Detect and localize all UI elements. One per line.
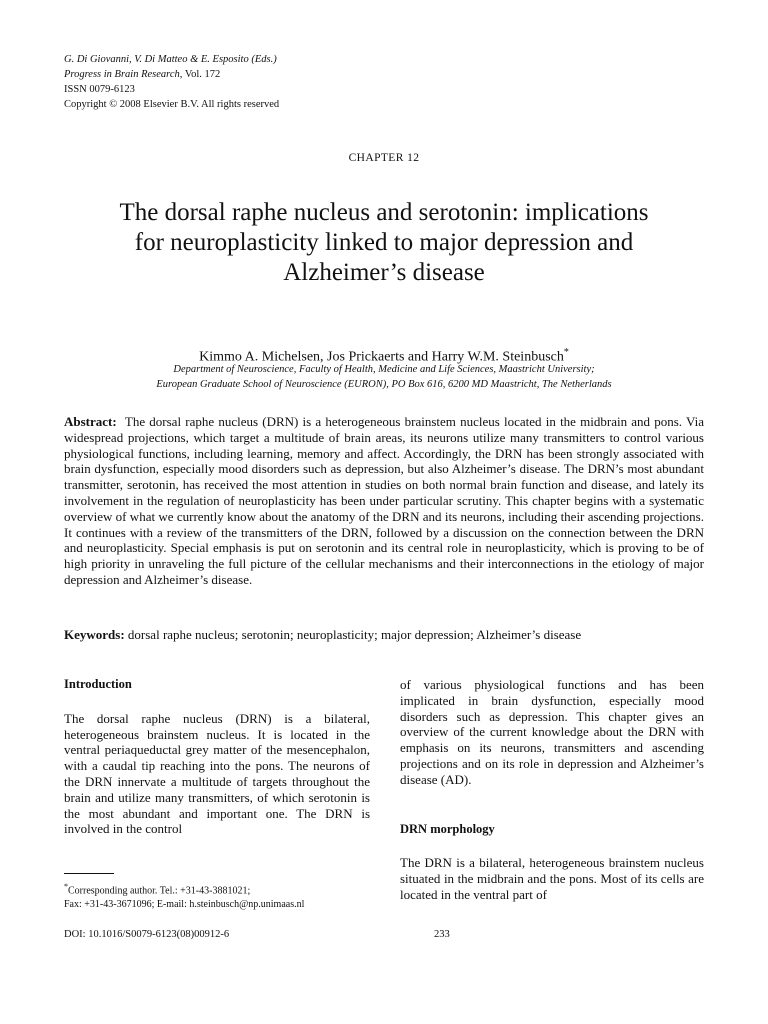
abstract-label: Abstract: (64, 414, 117, 429)
footnote (64, 880, 374, 911)
footnote-divider (64, 873, 114, 874)
footnote-mark: * (64, 882, 68, 891)
affiliation (40, 362, 728, 392)
page-footer (64, 929, 704, 940)
drn-morphology-heading: DRN morphology (400, 821, 495, 836)
title-line: for neuroplasticity linked to major depression and (134, 229, 634, 256)
affiliation-line: European Graduate School of Neuroscience (EURON), PO Box 616, 6200 MD Maastricht, The Netherlands (156, 379, 612, 390)
author-names: Kimmo A. Michelsen, Jos Prickaerts and Harry W.M. Steinbusch (199, 349, 564, 365)
editors-line: G. Di Giovanni, V. Di Matteo & E. Esposito (Eds.) (64, 54, 277, 65)
page-number: 233 (434, 929, 450, 940)
paper-title (40, 198, 728, 288)
abstract-text: The dorsal raphe nucleus (DRN) is a heterogeneous brainstem nucleus located in the midbrain and pons. Via widespread projections, which target a multitude of brain areas, its neurons utilize many transmitters to control various physiological functions, including learning, memory and affect. Accordingly, the DRN has been strongly associated with brain dysfunction, especially mood disorders such as depression, but also Alzheimer’s disease. The DRN’s most abundant transmitter, serotonin, has received the most attention in studies on both normal brain function and disease, and lately its involvement in the regulation of neuroplasticity has been under particular scrutiny. This chapter begins with a systematic overview of what we currently know about the anatomy of the DRN and its neurons, including their ascending projections. It continues with a review of the transmitters of the DRN, followed by a discussion on the connection between the DRN and neuroplasticity. Special emphasis is put on serotonin and its central role in neuroplasticity, which is proving to be of high priority in unraveling the full picture of the cellular mechanisms and their interconnections in the etiology of major depression and Alzheimer’s disease. (64, 414, 705, 587)
publication-header (64, 52, 279, 112)
corresponding-author-mark: * (563, 347, 569, 358)
intro-heading: Introduction (64, 677, 132, 691)
left-column (64, 677, 370, 837)
copyright-line: Copyright © 2008 Elsevier B.V. All rights reserved (64, 99, 280, 110)
keywords-label: Keywords: (64, 627, 125, 642)
right-column (400, 677, 704, 903)
keywords-text: dorsal raphe nucleus; serotonin; neuroplasticity; major depression; Alzheimer’s disease (127, 627, 582, 642)
intro-paragraph: The dorsal raphe nucleus (DRN) is a bilateral, heterogeneous brainstem nucleus. It is located in the ventral periaqueductal grey matter of the mesencephalon, with a caudal tip reaching into the pons. The neurons of the DRN innervate a multitude of targets throughout the brain and utilize many transmitters, of which serotonin is the most abundant and important one. The DRN is involved in the control (64, 710, 370, 837)
keywords (64, 627, 704, 643)
volume-number: , Vol. 172 (179, 69, 221, 80)
footnote-line (64, 880, 374, 898)
issn-line: ISSN 0079-6123 (64, 84, 135, 95)
title-line: Alzheimer’s disease (283, 259, 485, 286)
drn-morphology-paragraph: The DRN is a bilateral, heterogeneous brainstem nucleus situated in the midbrain and the pons. Most of its cells are located in the ventral part of (400, 855, 704, 902)
title-line: The dorsal raphe nucleus and serotonin: implications (119, 199, 649, 226)
affiliation-line: Department of Neuroscience, Faculty of Health, Medicine and Life Sciences, Maastricht University; (173, 364, 595, 375)
chapter-label: CHAPTER 12 (348, 152, 420, 164)
footnote-line: Fax: +31-43-3671096; E-mail: h.steinbusch@np.unimaas.nl (64, 898, 305, 910)
series-name: Progress in Brain Research (64, 69, 180, 80)
intro-continuation-paragraph: of various physiological functions and has been implicated in brain dysfunction, especially mood disorders such as depression. This chapter gives an overview of the current knowledge about the DRN with emphasis on its neurons, transmitters and ascending projections and on its role in depression and Alzheimer’s disease (AD). (400, 677, 704, 787)
abstract (64, 414, 704, 588)
doi: DOI: 10.1016/S0079-6123(08)00912-6 (64, 929, 230, 940)
series-line (64, 67, 279, 82)
footnote-text: Corresponding author. Tel.: +31-43-3881021; (68, 885, 251, 897)
